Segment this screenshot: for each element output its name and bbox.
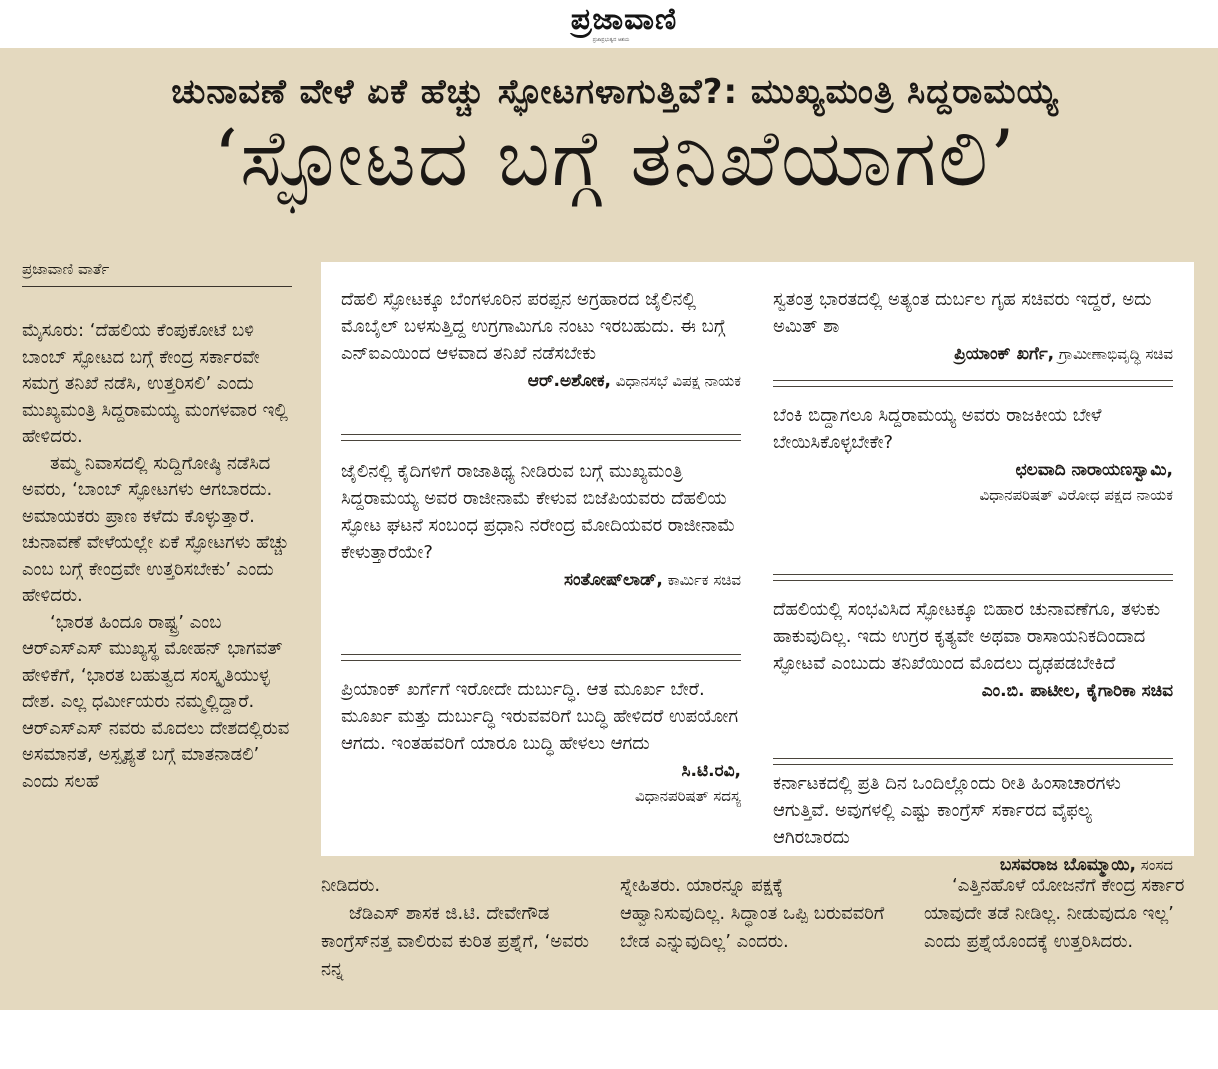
kicker-headline: ಚುನಾವಣೆ ವೇಳೆ ಏಕೆ ಹೆಚ್ಚು ಸ್ಫೋಟಗಳಾಗುತ್ತಿವೆ?: ಮುಖ್ಯಮಂತ್ರಿ ಸಿದ್ದರಾಮಯ್ಯ <box>171 72 1059 112</box>
story-column-4 <box>924 872 1194 956</box>
quote-role: ವಿಧಾನಸಭೆ ವಿಪಕ್ಷ ನಾಯಕ <box>615 372 741 390</box>
divider <box>773 574 1173 581</box>
quote-text: ಬೆಂಕಿ ಬಿದ್ದಾಗಲೂ ಸಿದ್ದರಾಮಯ್ಯ ಅವರು ರಾಜಕೀಯ ಬೇಳೆ ಬೇಯಿಸಿಕೊಳ್ಳಬೇಕೇ? <box>773 405 1102 453</box>
quote-speaker: ಸಿ.ಟಿ.ರವಿ, <box>681 761 741 781</box>
story-paragraph: ಸ್ನೇಹಿತರು. ಯಾರನ್ನೂ ಪಕ್ಷಕ್ಕೆ ಆಹ್ವಾನಿಸುವುದಿಲ್ಲ. ಸಿದ್ಧಾಂತ ಒಪ್ಪಿ ಬರುವವರಿಗೆ ಬೇಡ ಎನ್ನುವುದಿಲ್ಲ’ ಎಂದರು. <box>620 875 885 952</box>
quote-attribution <box>341 759 741 784</box>
quote-bommai <box>773 770 1173 878</box>
quotes-box <box>321 262 1194 875</box>
quote-text: ಜೈಲಿನಲ್ಲಿ ಕೈದಿಗಳಿಗೆ ರಾಜಾತಿಥ್ಯ ನೀಡಿರುವ ಬಗ್ಗೆ ಮುಖ್ಯಮಂತ್ರಿ ಸಿದ್ದರಾಮಯ್ಯ ಅವರ ರಾಜೀನಾಮೆ ಕೇಳುವ ಬಿಜೆಪಿಯವರು ದೆಹಲಿಯ ಸ್ಫೋಟ ಘಟನೆ ಸಂಬಂಧ ಪ್ರಧಾನಿ ನರೇಂದ್ರ ಮೋದಿಯವರ ರಾಜೀನಾಮೆ ಕೇಳುತ್ತಾರೆಯೇ? <box>341 461 736 563</box>
quote-speaker: ಪ್ರಿಯಾಂಕ್ ಖರ್ಗೆ, <box>954 344 1055 364</box>
story-paragraph: ‘ಭಾರತ ಹಿಂದೂ ರಾಷ್ಟ್ರ’ ಎಂಬ ಆರ್‌ಎಸ್‌ಎಸ್ ಮುಖ್ಯಸ್ಥ ಮೋಹನ್ ಭಾಗವತ್ ಹೇಳಿಕೆಗೆ, ‘ಭಾರತ ಬಹುತ್ವದ ಸಂಸ್ಕೃತಿಯುಳ್ಳ ದೇಶ. ಎಲ್ಲ ಧರ್ಮೀಯರು ನಮ್ಮಲ್ಲಿದ್ದಾರೆ. ಆರ್‌ಎಸ್‌ಎಸ್ ನವರು ಮೊದಲು ದೇಶದಲ್ಲಿರುವ ಅಸಮಾನತೆ, ಅಸ್ಪೃಶ್ಯತೆ ಬಗ್ಗೆ ಮಾತನಾಡಲಿ’ ಎಂದು ಸಲಹೆ <box>22 611 290 792</box>
story-paragraph: ನೀಡಿದರು. <box>321 875 381 896</box>
article-sheet <box>0 48 1218 1010</box>
quote-speaker: ಛಲವಾದಿ ನಾರಾಯಣಸ್ವಾಮಿ, <box>1015 460 1173 480</box>
story-paragraph: ಮೈಸೂರು: ‘ದೆಹಲಿಯ ಕೆಂಪುಕೋಟೆ ಬಳಿ ಬಾಂಬ್ ಸ್ಫೋಟದ ಬಗ್ಗೆ ಕೇಂದ್ರ ಸರ್ಕಾರವೇ ಸಮಗ್ರ ತನಿಖೆ ನಡೆಸಿ, ಉತ್ತರಿಸಲಿ’ ಎಂದು ಮುಖ್ಯಮಂತ್ರಿ ಸಿದ್ದರಾಮಯ್ಯ ಮಂಗಳವಾರ ಇಲ್ಲಿ ಹೇಳಿದರು. <box>22 320 288 447</box>
story-paragraph: ತಮ್ಮ ನಿವಾಸದಲ್ಲಿ ಸುದ್ದಿಗೋಷ್ಠಿ ನಡೆಸಿದ ಅವರು, ‘ಬಾಂಬ್ ಸ್ಫೋಟಗಳು ಆಗಬಾರದು. ಅಮಾಯಕರು ಪ್ರಾಣ ಕಳೆದು ಕೊಳ್ಳುತ್ತಾರೆ. ಚುನಾವಣೆ ವೇಳೆಯಲ್ಲೇ ಏಕೆ ಸ್ಫೋಟಗಳು ಹೆಚ್ಚು ಎಂಬ ಬಗ್ಗೆ ಕೇಂದ್ರವೇ ಉತ್ತರಿಸಬೇಕು’ ಎಂದು ಹೇಳಿದರು. <box>22 452 290 606</box>
divider <box>341 654 741 661</box>
byline: ಪ್ರಜಾವಾಣಿ ವಾರ್ತೆ <box>22 260 292 287</box>
divider <box>773 380 1173 387</box>
quote-role: ಸಂಸದ <box>1140 856 1173 874</box>
quote-attribution <box>341 568 741 593</box>
masthead <box>0 0 1218 48</box>
quote-text: ಸ್ವತಂತ್ರ ಭಾರತದಲ್ಲಿ ಅತ್ಯಂತ ದುರ್ಬಲ ಗೃಹ ಸಚಿವರು ಇದ್ದರೆ, ಅದು ಅಮಿತ್ ಶಾ <box>773 289 1152 337</box>
quote-text: ದೆಹಲಿಯಲ್ಲಿ ಸಂಭವಿಸಿದ ಸ್ಫೋಟಕ್ಕೂ ಬಿಹಾರ ಚುನಾವಣೆಗೂ, ತಳುಕು ಹಾಕುವುದಿಲ್ಲ. ಇದು ಉಗ್ರರ ಕೃತ್ಯವೇ ಅಥವಾ ರಾಸಾಯನಿಕದಿಂದಾದ ಸ್ಫೋಟವೆ ಎಂಬುದು ತನಿಖೆಯಿಂದ ಮೊದಲು ದೃಢಪಡಬೇಕಿದೆ <box>773 599 1161 674</box>
main-headline: ‘ಸ್ಫೋಟದ ಬಗ್ಗೆ ತನಿಖೆಯಾಗಲಿ’ <box>213 114 1017 204</box>
quote-attribution <box>773 679 1173 704</box>
quote-role: ವಿಧಾನಪರಿಷತ್ ಸದಸ್ಯ <box>634 787 741 805</box>
quote-santosh-lad <box>341 458 741 593</box>
quote-speaker: ಆರ್.ಅಶೋಕ, <box>527 371 611 391</box>
quote-role: ವಿಧಾನಪರಿಷತ್ ವಿರೋಧ ಪಕ್ಷದ ನಾಯಕ <box>979 486 1173 504</box>
quote-attribution <box>773 458 1173 483</box>
quote-speaker: ಸಂತೋಷ್‌ಲಾಡ್, <box>563 570 663 590</box>
logo-text: ಪ್ರಜಾವಾಣಿ <box>570 2 678 37</box>
quote-role: ಗ್ರಾಮೀಣಾಭಿವೃದ್ಧಿ ಸಚಿವ <box>1058 345 1173 363</box>
quote-text: ಕರ್ನಾಟಕದಲ್ಲಿ ಪ್ರತಿ ದಿನ ಒಂದಿಲ್ಲೊಂದು ರೀತಿ ಹಿಂಸಾಚಾರಗಳು ಆಗುತ್ತಿವೆ. ಅವುಗಳಲ್ಲಿ ಎಷ್ಟು ಕಾಂಗ್ರೆಸ್ ಸರ್ಕಾರದ ವೈಫಲ್ಯ ಆಗಿರಬಾರದು <box>773 773 1121 848</box>
divider <box>341 434 741 441</box>
newspaper-logo <box>504 2 744 38</box>
quote-role: ಕಾರ್ಮಿಕ ಸಚಿವ <box>667 571 741 589</box>
quote-ct-ravi <box>341 676 741 808</box>
quote-text: ದೆಹಲಿ ಸ್ಫೋಟಕ್ಕೂ ಬೆಂಗಳೂರಿನ ಪರಪ್ಪನ ಅಗ್ರಹಾರದ ಜೈಲಿನಲ್ಲಿ ಮೊಬೈಲ್ ಬಳಸುತ್ತಿದ್ದ ಉಗ್ರಗಾಮಿಗೂ ನಂಟು ಇರಬಹುದು. ಈ ಬಗ್ಗೆ ಎನ್‌ಐಎಯಿಂದ ಆಳವಾದ ತನಿಖೆ ನಡೆಸಬೇಕು <box>341 289 726 364</box>
story-column-3 <box>620 872 890 956</box>
story-column-1 <box>22 318 298 795</box>
quote-speaker: ಎಂ.ಬಿ. ಪಾಟೀಲ, ಕೈಗಾರಿಕಾ ಸಚಿವ <box>981 681 1173 701</box>
quote-attribution <box>773 342 1173 367</box>
quote-attribution <box>341 369 741 394</box>
logo-tagline: ಪ್ರಜಾಪ್ರಭುತ್ವದ ಆಶಯ <box>592 37 630 43</box>
quote-text: ಪ್ರಿಯಾಂಕ್ ಖರ್ಗೆಗೆ ಇರೋದೇ ದುರ್ಬುದ್ಧಿ. ಆತ ಮೂರ್ಖ ಬೇರೆ. ಮೂರ್ಖ ಮತ್ತು ದುರ್ಬುದ್ಧಿ ಇರುವವರಿಗೆ ಬುದ್ಧಿ ಹೇಳಿದರೆ ಉಪಯೋಗ ಆಗದು. ಇಂತಹವರಿಗೆ ಯಾರೂ ಬುದ್ಧಿ ಹೇಳಲು ಆಗದು <box>341 679 739 754</box>
quote-ashoka <box>341 286 741 394</box>
quote-speaker: ಬಸವರಾಜ ಬೊಮ್ಮಾಯಿ, <box>999 855 1136 875</box>
story-column-2 <box>321 872 591 984</box>
divider <box>773 758 1173 765</box>
quote-mb-patil <box>773 596 1173 704</box>
quote-priyank-kharge <box>773 286 1173 367</box>
quote-chalavadi <box>773 402 1173 507</box>
story-paragraph: ‘ಎತ್ತಿನಹೊಳೆ ಯೋಜನೆಗೆ ಕೇಂದ್ರ ಸರ್ಕಾರ ಯಾವುದೇ ತಡೆ ನೀಡಿಲ್ಲ. ನೀಡುವುದೂ ಇಲ್ಲ’ ಎಂದು ಪ್ರಶ್ನೆಯೊಂದಕ್ಕೆ ಉತ್ತರಿಸಿದರು. <box>924 875 1185 952</box>
story-paragraph: ಜೆಡಿಎಸ್ ಶಾಸಕ ಜಿ.ಟಿ. ದೇವೇಗೌಡ ಕಾಂಗ್ರೆಸ್‌ನತ್ತ ವಾಲಿರುವ ಕುರಿತ ಪ್ರಶ್ನೆಗೆ, ‘ಅವರು ನನ್ನ <box>321 903 589 980</box>
